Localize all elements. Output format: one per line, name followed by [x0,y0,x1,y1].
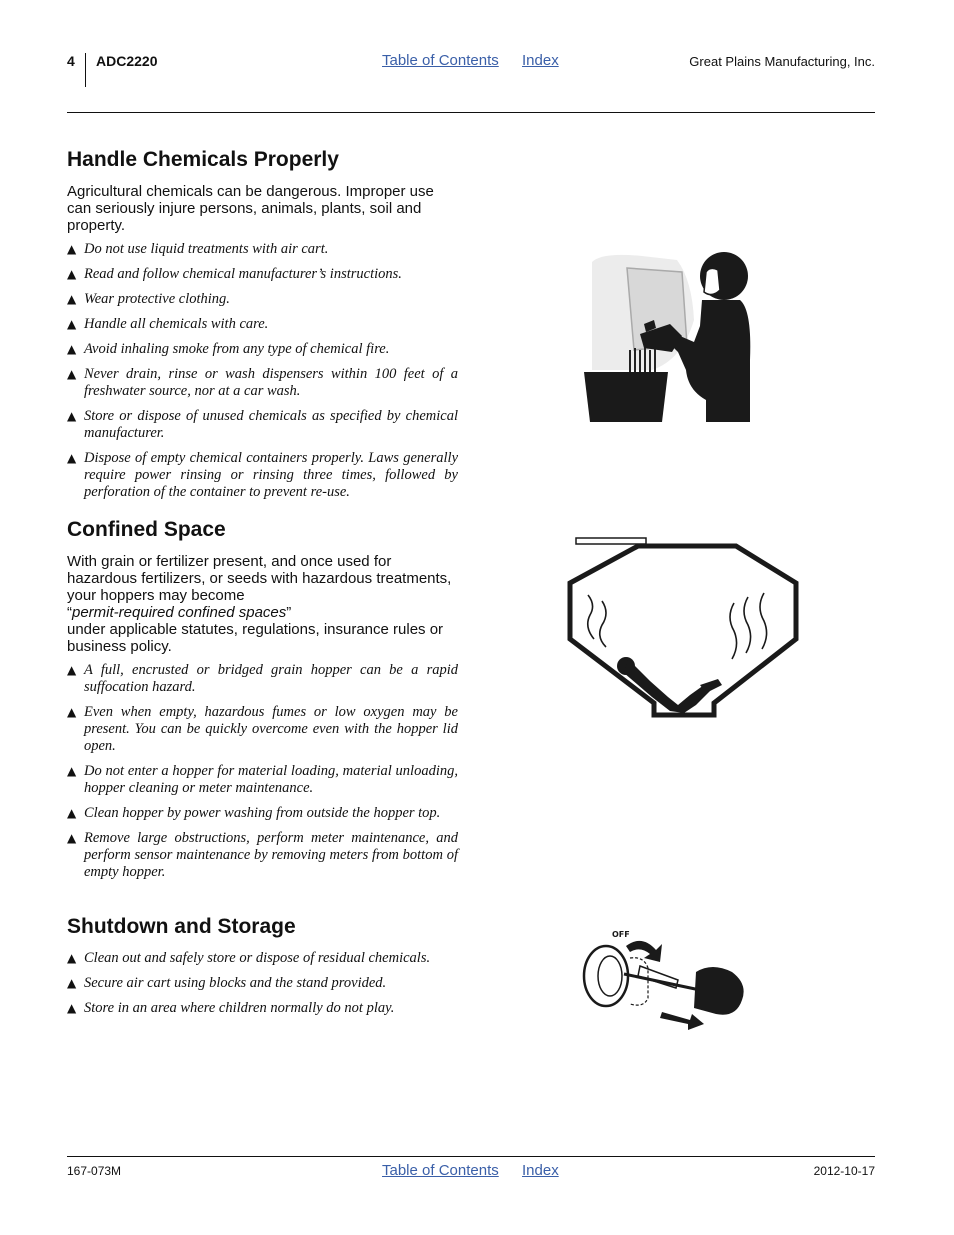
bullet-list [67,950,458,1017]
warning-triangle-icon: ▲ [67,292,77,306]
list-item: ▲ Clean hopper by power washing from outside the hopper top. [67,805,441,821]
off-label: OFF [612,930,630,939]
list-item: ▲ Wear protective clothing. [67,291,230,307]
list-item: ▲ Store or dispose of unused chemicals as specified by chemical manufacturer. [67,408,458,441]
list-item: ▲ Remove large obstructions, perform meter maintenance, and perform sensor maintenance by removing meters from bottom of empty hopper. [67,830,458,880]
warning-triangle-icon: ▲ [67,663,77,677]
part-number: 167-073M [67,1164,122,1178]
footer-index-link[interactable]: Index [522,1162,559,1179]
header-rule [67,112,875,113]
warning-triangle-icon: ▲ [67,705,77,719]
section-intro: Agricultural chemicals can be dangerous. Improper use can seriously injure persons, animals, plants, soil and property. [67,183,434,234]
warning-triangle-icon: ▲ [67,367,77,381]
warning-triangle-icon: ▲ [67,976,77,990]
list-item: ▲ Read and follow chemical manufacturer’s instructions. [67,266,402,282]
header-index-link[interactable]: Index [522,52,559,69]
section-confined-space [67,518,458,889]
list-item: ▲ Avoid inhaling smoke from any type of chemical fire. [67,341,390,357]
list-item: ▲ Do not enter a hopper for material loading, material unloading, hopper cleaning or meter maintenance. [67,763,458,796]
section-intro: With grain or fertilizer present, and once used for hazardous fertilizers, or seeds with hazardous treatments, your hoppers may become “permit-required confined spaces” under applicable statutes, regulations, insurance rules or business policy. [67,553,452,655]
section-title: Confined Space [67,518,226,541]
warning-triangle-icon: ▲ [67,951,77,965]
page-number: 4 [67,53,75,69]
chemical-handling-illustration [582,250,754,426]
bullet-list [67,241,458,501]
bullet-list [67,662,458,881]
footer-rule [67,1156,875,1157]
list-item: ▲ A full, encrusted or bridged grain hopper can be a rapid suffocation hazard. [67,662,458,695]
list-item: ▲ Even when empty, hazardous fumes or low oxygen may be present. You can be quickly overcome even with the hopper lid open. [67,704,458,754]
section-chemicals [67,148,458,509]
permit-required-term: permit-required confined spaces [72,604,287,621]
list-item: ▲ Secure air cart using blocks and the stand provided. [67,975,387,991]
publish-date: 2012-10-17 [813,1164,875,1178]
hopper-confined-space-illustration [566,535,802,721]
section-title: Handle Chemicals Properly [67,148,339,171]
company-name: Great Plains Manufacturing, Inc. [689,54,875,69]
list-item: ▲ Never drain, rinse or wash dispensers within 100 feet of a freshwater source, nor at a car wash. [67,366,458,399]
list-item: ▲ Clean out and safely store or dispose of residual chemicals. [67,950,431,966]
header-divider [85,53,86,87]
ignition-key-off-illustration [582,928,750,1032]
model-name: ADC2220 [96,53,158,69]
warning-triangle-icon: ▲ [67,267,77,281]
warning-triangle-icon: ▲ [67,342,77,356]
section-shutdown [67,915,458,1025]
header-toc-link[interactable]: Table of Contents [382,52,499,69]
warning-triangle-icon: ▲ [67,409,77,423]
warning-triangle-icon: ▲ [67,242,77,256]
list-item: ▲ Do not use liquid treatments with air cart. [67,241,329,257]
footer-toc-link[interactable]: Table of Contents [382,1162,499,1179]
warning-triangle-icon: ▲ [67,806,77,820]
warning-triangle-icon: ▲ [67,831,77,845]
list-item: ▲ Handle all chemicals with care. [67,316,269,332]
list-item: ▲ Dispose of empty chemical containers properly. Laws generally require power rinsing or rinsing three times, followed by perforation of the container to prevent re-use. [67,450,458,500]
warning-triangle-icon: ▲ [67,1001,77,1015]
list-item: ▲ Store in an area where children normally do not play. [67,1000,395,1016]
warning-triangle-icon: ▲ [67,451,77,465]
warning-triangle-icon: ▲ [67,317,77,331]
section-title: Shutdown and Storage [67,915,296,938]
warning-triangle-icon: ▲ [67,764,77,778]
